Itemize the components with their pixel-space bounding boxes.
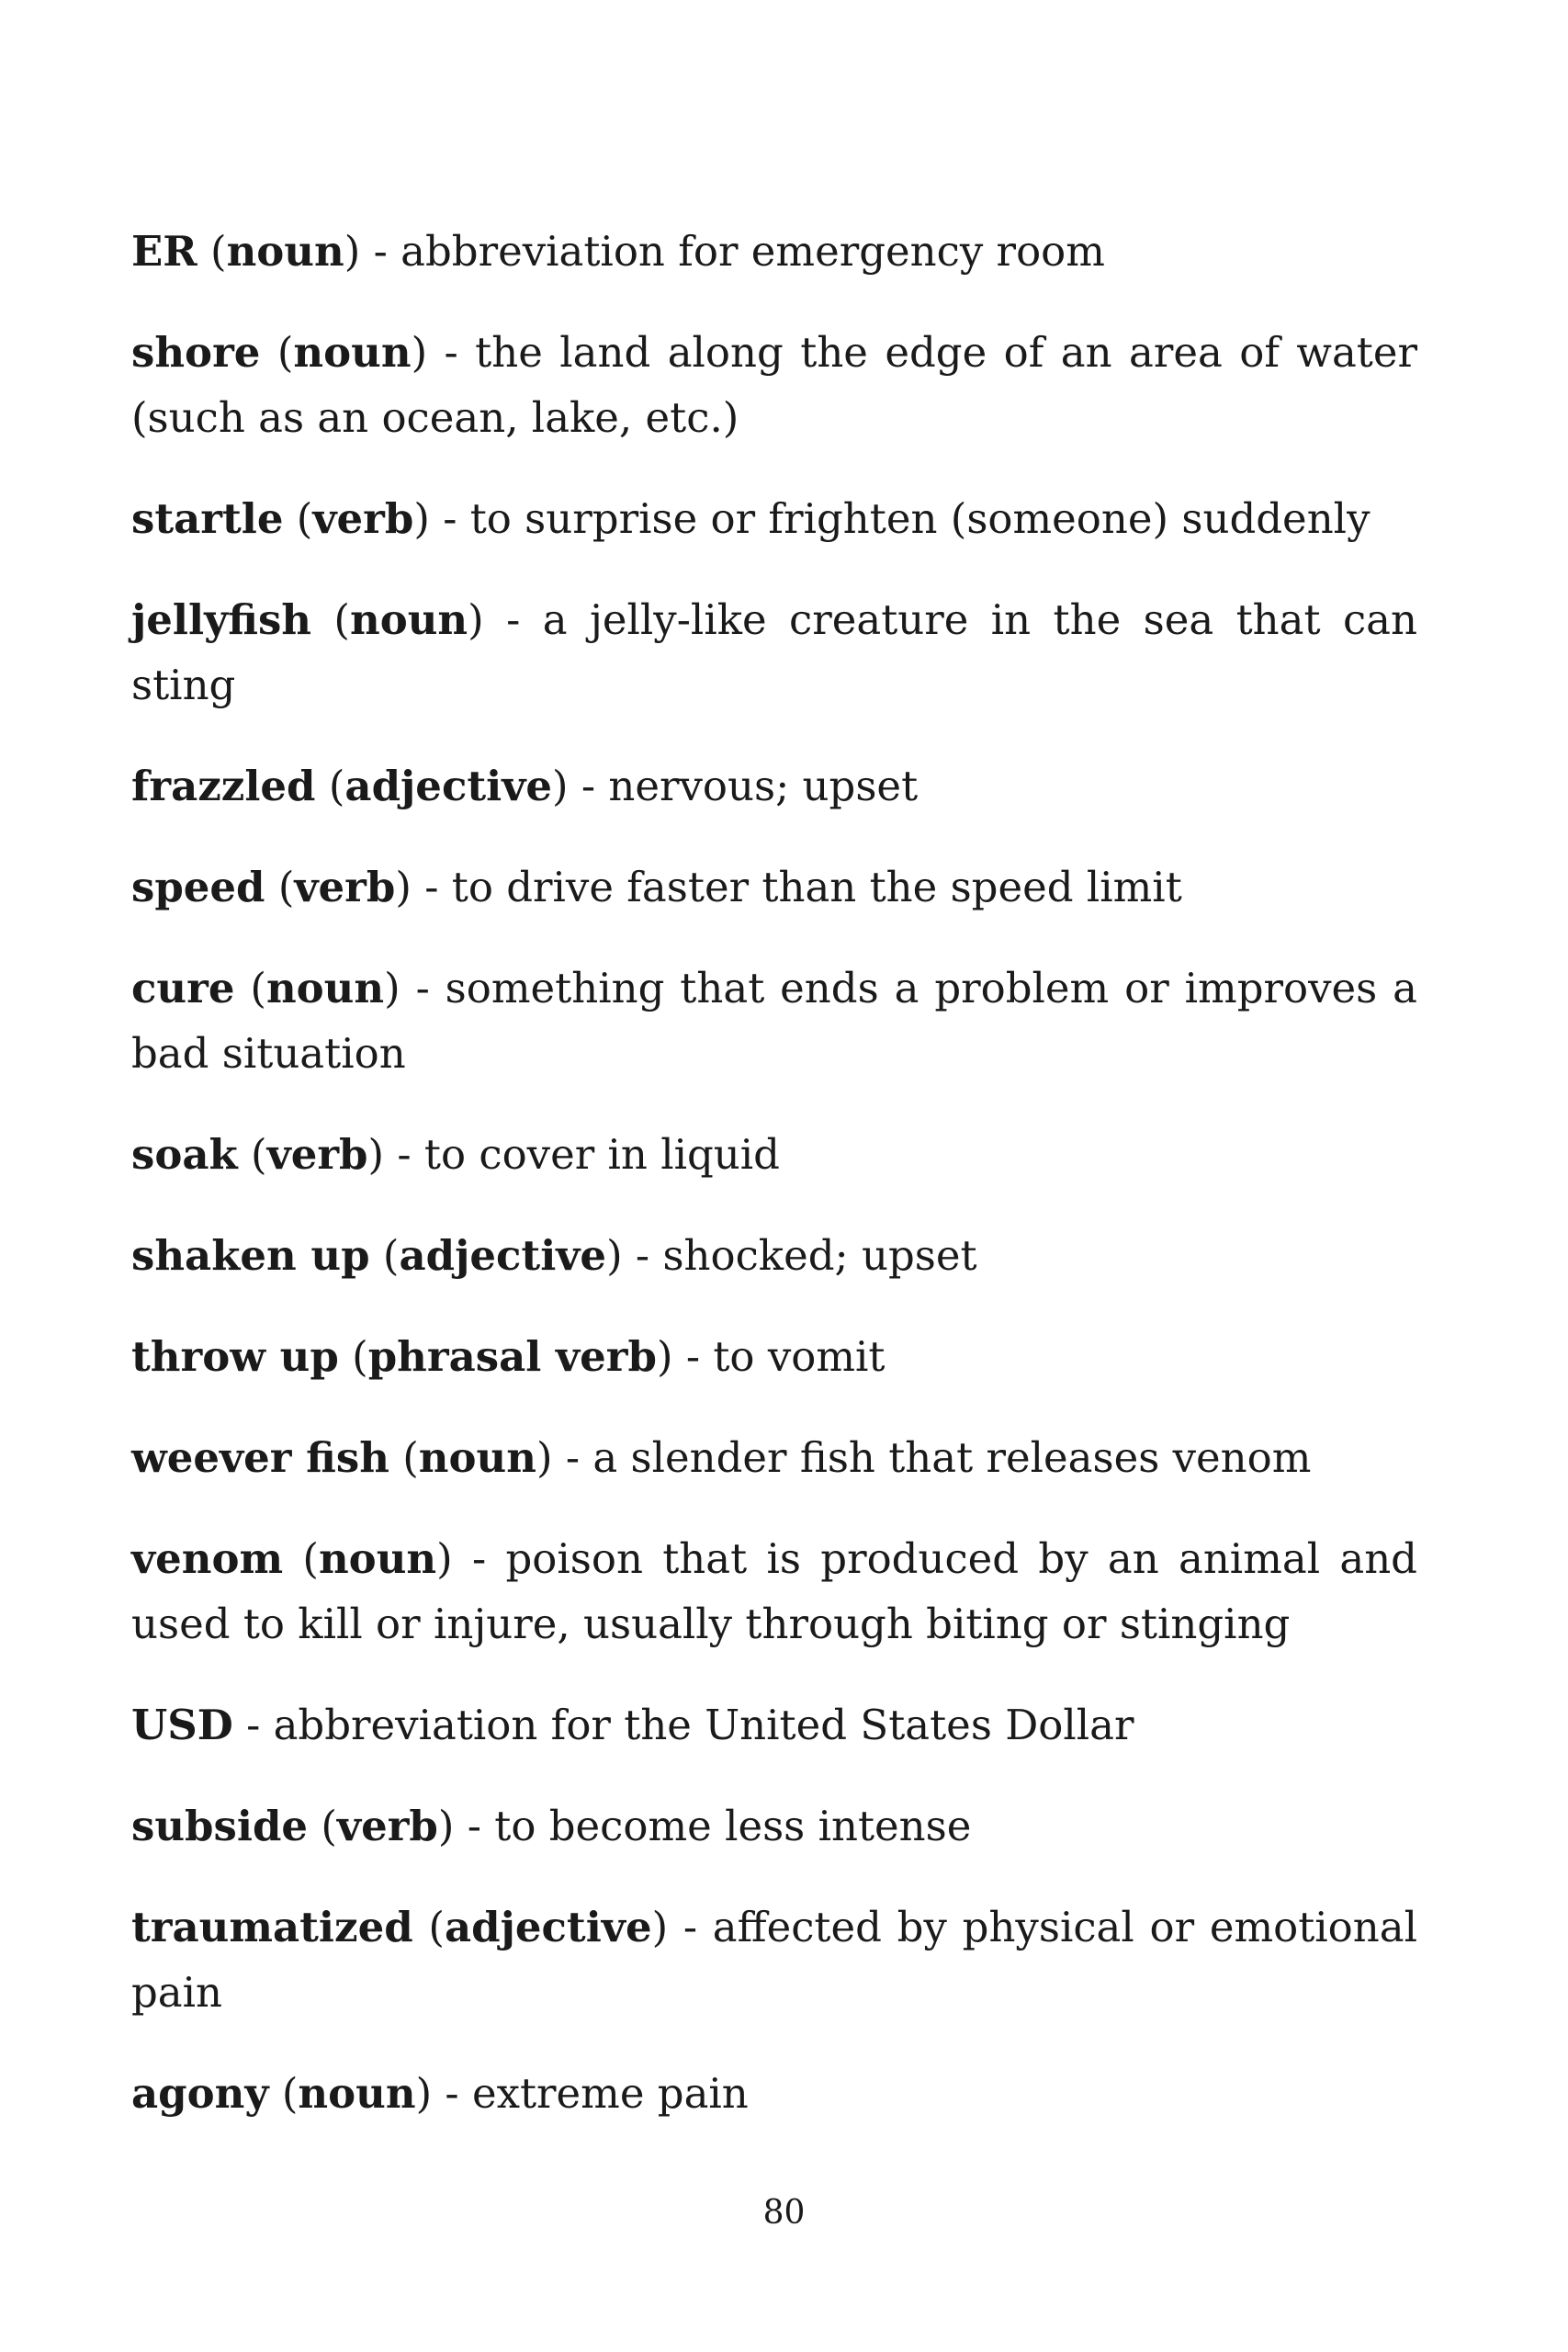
entry-definition: the land along the edge of an area of water (such as an ocean, lake, etc.)	[131, 328, 1417, 442]
glossary-entry: agony (noun) - extreme pain	[131, 2069, 749, 2118]
entry-part-of-speech: adjective	[344, 762, 552, 810]
glossary-entry: speed (verb) - to drive faster than the speed limit	[131, 863, 1182, 911]
entry-term: weever fish	[131, 1433, 389, 1482]
entry-definition: affected by physical or emotional pain	[131, 1903, 1417, 2017]
entry-definition: abbreviation for the United States Dollar	[273, 1701, 1134, 1749]
glossary-entry: venom (noun) - poison that is produced by an animal and used to kill or injure, usually through biting or stinging	[131, 1534, 1417, 1648]
entry-part-of-speech: noun	[318, 1534, 437, 1583]
entry-term: traumatized	[131, 1903, 413, 1951]
entry-definition: poison that is produced by an animal and used to kill or injure, usually through biting or stinging	[131, 1534, 1417, 1648]
glossary-entry: traumatized (adjective) - affected by physical or emotional pain	[131, 1903, 1417, 2017]
entry-definition: to vomit	[713, 1332, 886, 1381]
glossary-entry: throw up (phrasal verb) - to vomit	[131, 1332, 886, 1381]
entry-part-of-speech: noun	[349, 595, 468, 644]
glossary-entry: cure (noun) - something that ends a problem or improves a bad situation	[131, 964, 1417, 1078]
glossary-entry: frazzled (adjective) - nervous; upset	[131, 762, 919, 810]
entry-term: venom	[131, 1534, 284, 1583]
glossary-entry: jellyfish (noun) - a jelly-like creature in the sea that can sting	[131, 595, 1417, 709]
glossary-entry: shore (noun) - the land along the edge of an area of water (such as an ocean, lake, etc.)	[131, 328, 1417, 442]
entry-term: soak	[131, 1130, 238, 1179]
glossary-entry: weever fish (noun) - a slender fish that releases venom	[131, 1433, 1312, 1482]
entry-definition: to cover in liquid	[423, 1130, 780, 1179]
entry-definition: abbreviation for emergency room	[400, 227, 1105, 276]
entry-part-of-speech: adjective	[444, 1903, 652, 1951]
entry-term: agony	[131, 2069, 269, 2118]
entry-term: speed	[131, 863, 265, 911]
entry-term: frazzled	[131, 762, 316, 810]
entry-definition: to surprise or frighten (someone) suddenly	[469, 494, 1371, 543]
entry-part-of-speech: noun	[226, 227, 344, 276]
entry-term: jellyfish	[131, 595, 312, 644]
glossary-list	[131, 219, 1417, 2162]
entry-definition: a slender fish that releases venom	[592, 1433, 1312, 1482]
entry-term: cure	[131, 964, 235, 1012]
entry-part-of-speech: verb	[266, 1130, 368, 1179]
entry-part-of-speech: noun	[298, 2069, 416, 2118]
entry-definition: nervous; upset	[608, 762, 919, 810]
entry-part-of-speech: noun	[418, 1433, 536, 1482]
entry-part-of-speech: verb	[294, 863, 396, 911]
entry-term: shore	[131, 328, 261, 377]
entry-part-of-speech: noun	[265, 964, 385, 1012]
entry-part-of-speech: verb	[312, 494, 414, 543]
page-number: 80	[762, 2194, 806, 2232]
glossary-entry: startle (verb) - to surprise or frighten (someone) suddenly	[131, 494, 1371, 543]
glossary-entry: USD - abbreviation for the United States Dollar	[131, 1701, 1134, 1749]
entry-term: USD	[131, 1701, 233, 1749]
glossary-entry: shaken up (adjective) - shocked; upset	[131, 1231, 977, 1280]
entry-definition: something that ends a problem or improves a bad situation	[131, 964, 1417, 1078]
entry-term: ER	[131, 227, 197, 276]
entry-part-of-speech: phrasal verb	[367, 1332, 657, 1381]
entry-definition: a jelly-like creature in the sea that can sting	[131, 595, 1417, 709]
entry-definition: shocked; upset	[662, 1231, 977, 1280]
glossary-entry: soak (verb) - to cover in liquid	[131, 1130, 780, 1179]
entry-part-of-speech: noun	[293, 328, 412, 377]
entry-part-of-speech: verb	[336, 1802, 438, 1850]
entry-definition: to become less intense	[494, 1802, 972, 1850]
entry-part-of-speech: adjective	[399, 1231, 607, 1280]
entry-term: startle	[131, 494, 284, 543]
entry-term: subside	[131, 1802, 309, 1850]
entry-term: throw up	[131, 1332, 339, 1381]
glossary-entry: ER (noun) - abbreviation for emergency room	[131, 227, 1105, 276]
entry-term: shaken up	[131, 1231, 370, 1280]
glossary-entry: subside (verb) - to become less intense	[131, 1802, 972, 1850]
entry-definition: to drive faster than the speed limit	[451, 863, 1182, 911]
entry-definition: extreme pain	[471, 2069, 749, 2118]
